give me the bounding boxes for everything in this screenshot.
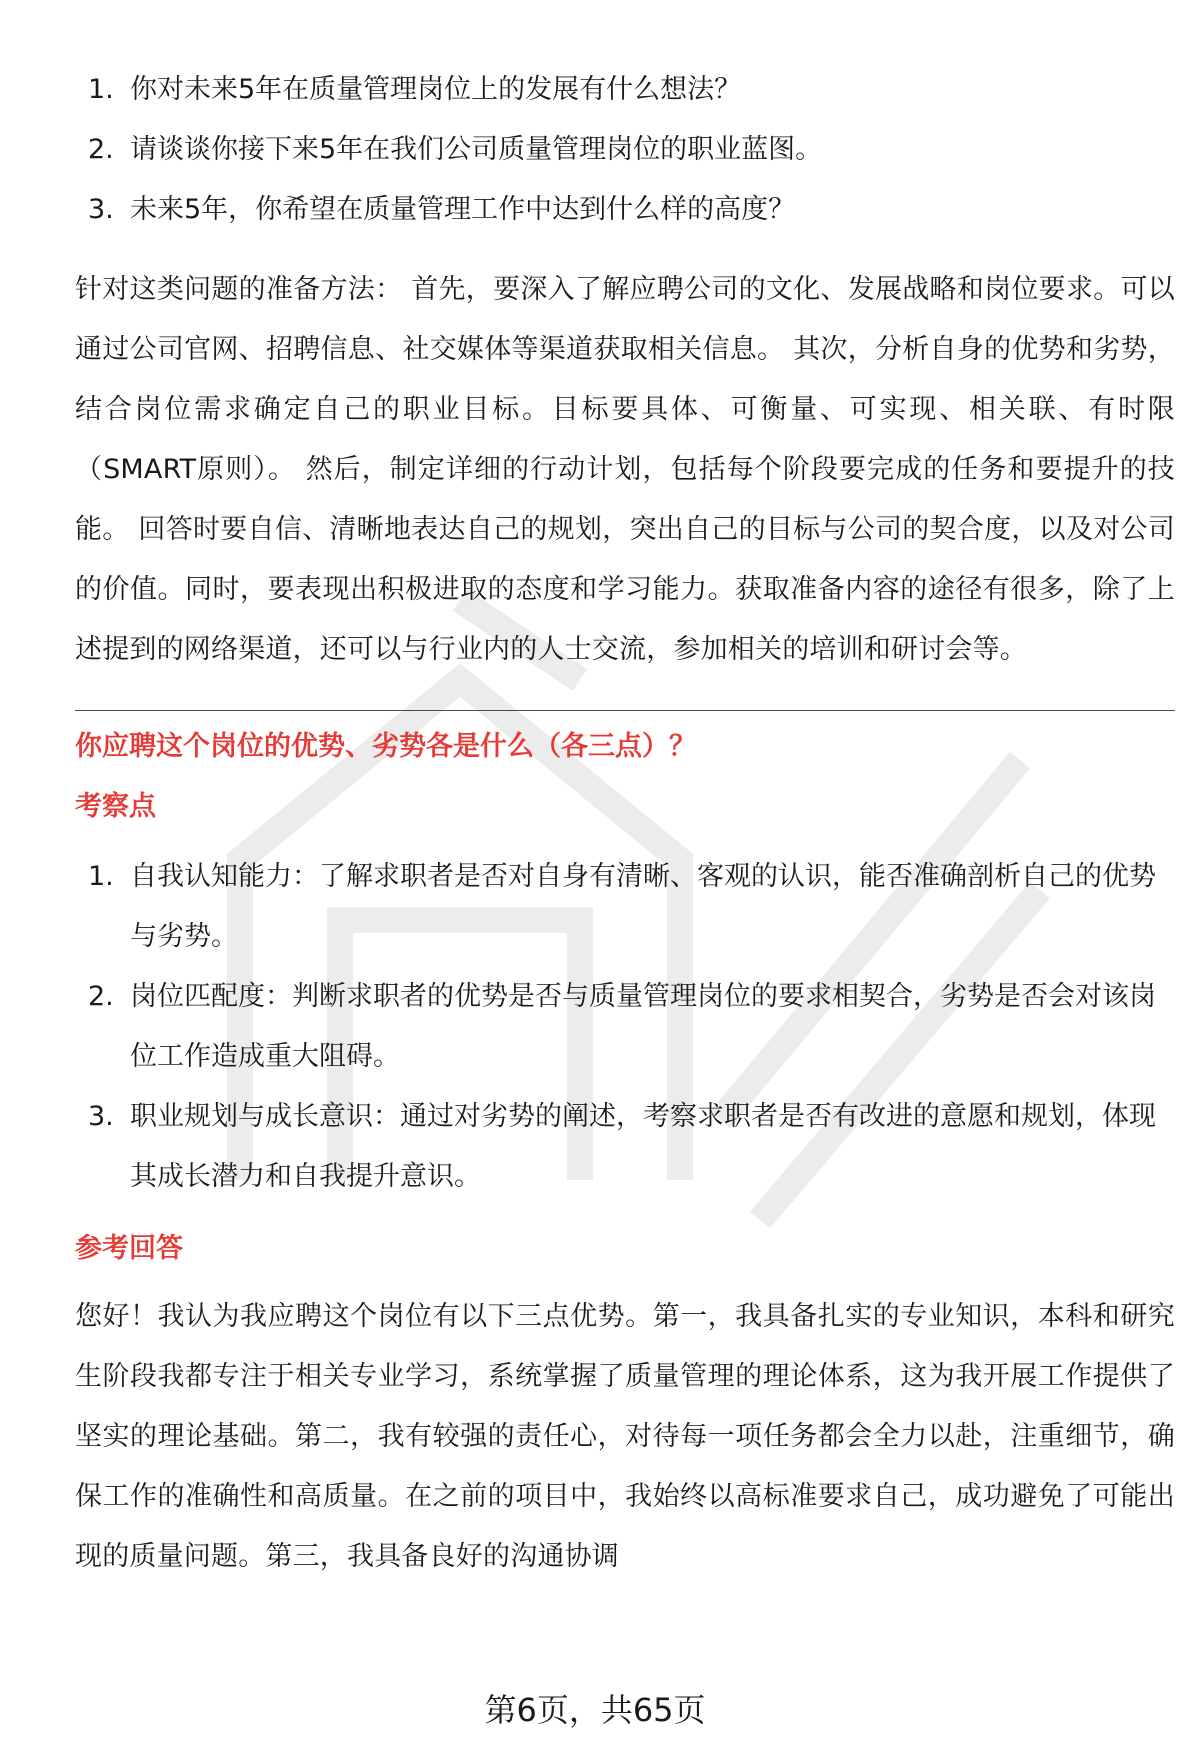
list-text: 自我认知能力：了解求职者是否对自身有清晰、客观的认识，能否准确剖析自己的优势与劣势。 — [130, 861, 1156, 952]
section-divider — [75, 710, 1175, 711]
question-title: 你应聘这个岗位的优势、劣势各是什么（各三点）？ — [75, 731, 696, 762]
list-item — [75, 180, 1175, 240]
list-item — [75, 967, 1175, 1087]
points-heading: 考察点 — [75, 791, 156, 822]
list-text: 未来5年，你希望在质量管理工作中达到什么样的高度？ — [130, 194, 796, 225]
list-item — [75, 847, 1175, 967]
content-area — [75, 60, 1175, 1587]
list-number: 1. — [88, 861, 114, 892]
list-item — [75, 60, 1175, 120]
page-footer: 第6页，共65页 — [484, 1691, 706, 1729]
list-number: 3. — [88, 194, 114, 225]
list-number: 2. — [88, 134, 114, 165]
list-number: 1. — [88, 74, 114, 105]
prep-paragraph: 针对这类问题的准备方法： 首先，要深入了解应聘公司的文化、发展战略和岗位要求。可以通过公司官网、招聘信息、社交媒体等渠道获取相关信息。 其次，分析自身的优势和劣势，结合岗位需求确定自己的职业目标。目标要具体、可衡量、可实现、相关联、有时限（SMART原则）。 然后，制定详细的行动计划，包括每个阶段要完成的任务和要提升的技能。 回答时要自信、清晰地表达自己的规划，突出自己的目标与公司的契合度，以及对公司的价值。同时，要表现出积极进取的态度和学习能力。获取准备内容的途径有很多，除了上述提到的网络渠道，还可以与行业内的人士交流，参加相关的培训和研讨会等。 — [75, 274, 1175, 665]
list-text: 岗位匹配度：判断求职者的优势是否与质量管理岗位的要求相契合，劣势是否会对该岗位工作造成重大阻碍。 — [130, 981, 1156, 1072]
list-text: 请谈谈你接下来5年在我们公司质量管理岗位的职业蓝图。 — [130, 134, 823, 165]
answer-paragraph: 您好！我认为我应聘这个岗位有以下三点优势。第一，我具备扎实的专业知识，本科和研究生阶段我都专注于相关专业学习，系统掌握了质量管理的理论体系，这为我开展工作提供了坚实的理论基础。第二，我有较强的责任心，对待每一项任务都会全力以赴，注重细节，确保工作的准确性和高质量。在之前的项目中，我始终以高标准要求自己，成功避免了可能出现的质量问题。第三，我具备良好的沟通协调 — [75, 1301, 1175, 1572]
list-number: 2. — [88, 981, 114, 1012]
answer-heading: 参考回答 — [75, 1233, 183, 1264]
list-item — [75, 120, 1175, 180]
list-text: 职业规划与成长意识：通过对劣势的阐述，考察求职者是否有改进的意愿和规划，体现其成长潜力和自我提升意识。 — [130, 1101, 1156, 1192]
list-number: 3. — [88, 1101, 114, 1132]
intro-question-list — [75, 60, 1175, 240]
list-text: 你对未来5年在质量管理岗位上的发展有什么想法？ — [130, 74, 742, 105]
points-list — [75, 847, 1175, 1207]
list-item — [75, 1087, 1175, 1207]
